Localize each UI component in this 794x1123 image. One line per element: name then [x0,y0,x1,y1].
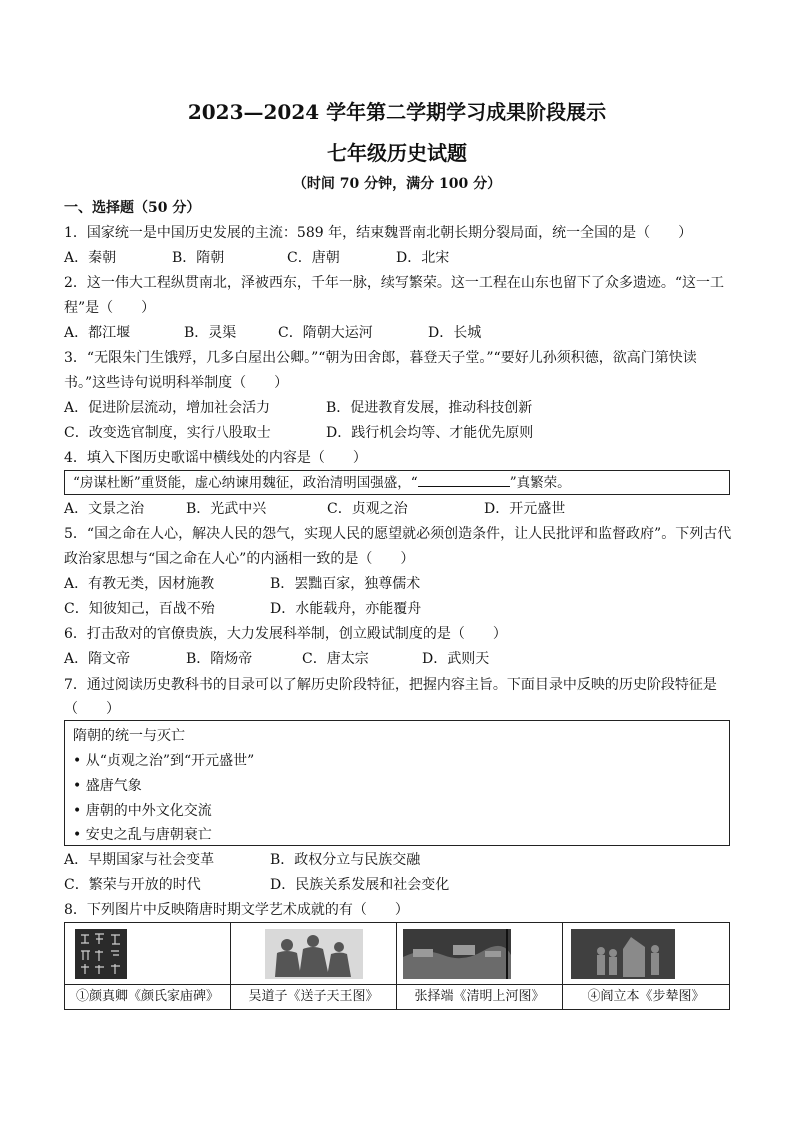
emperor-carriage-image [571,929,675,979]
q6-option-a: A．隋文帝 [64,651,131,667]
q1-option-c: C．唐朝 [287,250,340,266]
painting-sending-son-image [265,929,363,979]
q7-toc-box [64,720,730,846]
q2-option-b: B．灵渠 [184,325,237,341]
q1-option-b: B．隋朝 [172,250,225,266]
q8-caption-3: 张择端《清明上河图》 [397,984,562,1009]
exam-subtitle: 七年级历史试题 [327,141,467,165]
q7-toc-item: • 唐朝的中外文化交流 [73,803,212,819]
q8-cell-3 [397,923,563,1009]
q4-blank [418,474,510,487]
q6-option-c: C．唐太宗 [302,651,369,667]
q3-option-d: D．践行机会均等、才能优先原则 [326,425,534,441]
q7-stem-line2: （ ） [64,701,120,717]
q5-stem-line1: 5．“国之命在人心，解决人民的怨气，实现人民的愿望就必须创造条件，让人民批评和监督政府”。下列古代 [64,526,732,542]
q3-option-b: B．促进教育发展，推动科技创新 [326,400,533,416]
q6-option-b: B．隋炀帝 [186,651,253,667]
q3-stem-line1: 3．“无限朱门生饿殍，几多白屋出公卿。”“朝为田舍郎，暮登天子堂。”“要好儿孙须积德，欲高门第快读 [64,350,697,366]
q5-stem-line2: 政治家思想与“国之命在人心”的内涵相一致的是（ ） [64,551,415,567]
q8-cell-1 [65,923,231,1009]
q4-ballad-box [64,470,730,495]
q5-option-d: D．水能载舟，亦能覆舟 [270,601,422,617]
q2-stem-line1: 2．这一伟大工程纵贯南北，泽被西东，千年一脉，续写繁荣。这一工程在山东也留下了众多遗迹。“这一工 [64,275,725,291]
q5-option-c: C．知彼知己，百战不殆 [64,601,215,617]
q7-stem-line1: 7．通过阅读历史教科书的目录可以了解历史阶段特征，把握内容主旨。下面目录中反映的历史阶段特征是 [64,677,717,693]
q4-stem: 4．填入下图历史歌谣中横线处的内容是（ ） [64,450,367,466]
q8-cell-2 [231,923,397,1009]
q7-toc-item: • 盛唐气象 [73,778,142,794]
q8-caption-2: 吴道子《送子天王图》 [231,984,396,1009]
q8-cell-4 [563,923,729,1009]
q4-option-a: A．文景之治 [64,501,145,517]
q4-ballad-text [73,474,571,492]
q8-caption-1: ①颜真卿《颜氏家庙碑》 [65,984,230,1009]
q1-stem: 1．国家统一是中国历史发展的主流：589 年，结束魏晋南北朝长期分裂局面，统一全国的是（ ） [64,225,693,241]
q4-option-c: C．贞观之治 [327,501,408,517]
stele-calligraphy-image [75,929,127,979]
q3-option-c: C．改变选官制度，实行八股取士 [64,425,271,441]
q5-option-a: A．有教无类，因材施教 [64,576,215,592]
q8-caption-4: ④阎立本《步辇图》 [563,984,729,1009]
q2-option-d: D．长城 [428,325,482,341]
q5-option-b: B．罢黜百家，独尊儒术 [270,576,421,592]
q6-option-d: D．武则天 [422,651,490,667]
q1-option-a: A．秦朝 [64,250,117,266]
q8-image-table [64,922,730,1010]
q4-option-b: B．光武中兴 [186,501,267,517]
q7-option-a: A．早期国家与社会变革 [64,852,215,868]
q7-toc-item: • 安史之乱与唐朝衰亡 [73,827,212,843]
q8-stem: 8．下列图片中反映隋唐时期文学艺术成就的有（ ） [64,902,409,918]
q1-option-d: D．北宋 [396,250,450,266]
q4-option-d: D．开元盛世 [484,501,566,517]
q7-toc-heading: 隋朝的统一与灭亡 [73,728,185,744]
q4-ballad-part-a: “房谋杜断”重贤能，虚心纳谏用魏征，政治清明国强盛，“ [73,475,418,491]
section-heading: 一、选择题（50 分） [64,200,201,216]
q6-stem: 6．打击敌对的官僚贵族，大力发展科举制，创立殿试制度的是（ ） [64,626,507,642]
q7-option-d: D．民族关系发展和社会变化 [270,877,450,893]
q7-option-c: C．繁荣与开放的时代 [64,877,201,893]
q2-stem-line2: 程”是（ ） [64,300,156,316]
q3-option-a: A．促进阶层流动，增加社会活力 [64,400,271,416]
exam-title: 2023—2024 学年第二学期学习成果阶段展示 [187,100,607,124]
q7-toc-item: • 从“贞观之治”到“开元盛世” [73,753,255,769]
q4-ballad-part-b: ”真繁荣。 [509,475,571,491]
q7-option-b: B．政权分立与民族交融 [270,852,421,868]
exam-info: （时间 70 分钟，满分 100 分） [292,176,502,192]
riverside-scroll-image [403,929,511,979]
q2-option-a: A．都江堰 [64,325,131,341]
q2-option-c: C．隋朝大运河 [278,325,373,341]
q3-stem-line2: 书。”这些诗句说明科举制度（ ） [64,375,289,391]
